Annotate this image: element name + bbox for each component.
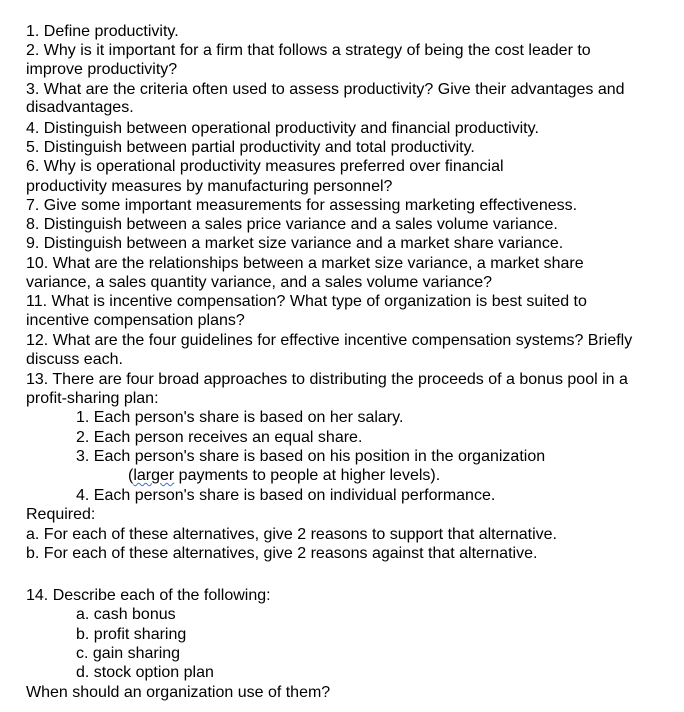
question-13-item-3-continuation: [128, 466, 440, 485]
question-13-line-2: profit-sharing plan:: [26, 390, 159, 407]
question-9: 9. Distinguish between a market size variance and a market share variance.: [26, 235, 564, 252]
question-13-item-1: 1. Each person's share is based on her salary.: [76, 409, 404, 426]
question-2-line-2: improve productivity?: [26, 61, 178, 78]
paren-open: (: [128, 467, 134, 484]
question-4: 4. Distinguish between operational productivity and financial productivity.: [26, 120, 539, 137]
question-14-closing: When should an organization use of them?: [26, 684, 331, 701]
question-12-line-2: discuss each.: [26, 351, 123, 368]
question-14: 14. Describe each of the following:: [26, 587, 271, 604]
question-14-item-b: b. profit sharing: [76, 626, 187, 643]
question-3-line-1: 3. What are the criteria often used to assess productivity? Give their advantages and: [26, 81, 625, 98]
question-14-item-a: a. cash bonus: [76, 606, 176, 623]
question-2-line-1: 2. Why is it important for a firm that follows a strategy of being the cost leader to: [26, 42, 591, 59]
question-5: 5. Distinguish between partial productivity and total productivity.: [26, 139, 475, 156]
question-14-item-d: d. stock option plan: [76, 664, 214, 681]
question-14-item-c: c. gain sharing: [76, 645, 181, 662]
question-13-item-3: 3. Each person's share is based on his position in the organization: [76, 448, 546, 465]
question-8: 8. Distinguish between a sales price variance and a sales volume variance.: [26, 216, 558, 233]
question-13-item-4: 4. Each person's share is based on individual performance.: [76, 487, 496, 504]
question-10-line-1: 10. What are the relationships between a market size variance, a market share: [26, 255, 584, 272]
question-11-line-2: incentive compensation plans?: [26, 312, 245, 329]
question-6-line-2: productivity measures by manufacturing personnel?: [26, 178, 393, 195]
required-label: Required:: [26, 506, 96, 523]
required-a: a. For each of these alternatives, give 2 reasons to support that alternative.: [26, 526, 557, 543]
question-10-line-2: variance, a sales quantity variance, and a sales volume variance?: [26, 274, 493, 291]
continuation-rest: payments to people at higher levels).: [174, 467, 441, 484]
question-11-line-1: 11. What is incentive compensation? What type of organization is best suited to: [26, 293, 587, 310]
question-6-line-1: 6. Why is operational productivity measures preferred over financial: [26, 158, 504, 175]
question-7: 7. Give some important measurements for assessing marketing effectiveness.: [26, 197, 578, 214]
question-1: 1. Define productivity.: [26, 23, 179, 40]
question-13-line-1: 13. There are four broad approaches to distributing the proceeds of a bonus pool in a: [26, 371, 628, 388]
spellcheck-flagged-word: larger: [133, 467, 175, 484]
question-13-item-2: 2. Each person receives an equal share.: [76, 429, 363, 446]
question-12-line-1: 12. What are the four guidelines for effective incentive compensation systems? Briefly: [26, 332, 633, 349]
question-3-line-2: disadvantages.: [26, 99, 134, 116]
required-b: b. For each of these alternatives, give 2 reasons against that alternative.: [26, 545, 538, 562]
